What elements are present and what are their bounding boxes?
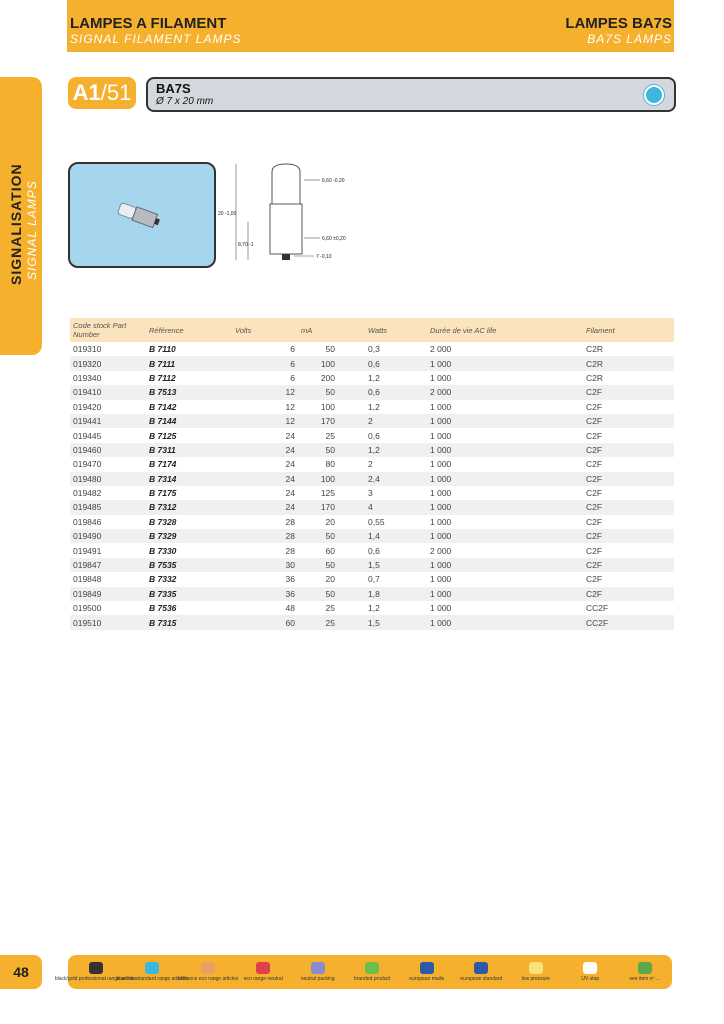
product-code-badge: [68, 77, 136, 109]
dim-base-width-label: 6,60 ±0,20: [322, 236, 346, 242]
cell-part-number: 019420: [73, 401, 102, 412]
cell-watts: 0,6: [368, 545, 380, 556]
cell-life: 1 000: [427, 558, 583, 572]
page-number: 48: [0, 955, 42, 989]
table-row: [70, 472, 674, 486]
table-row: [70, 500, 674, 514]
cell-filament: C2F: [586, 401, 603, 412]
table-row: [70, 443, 674, 457]
cell-filament: CC2F: [586, 603, 609, 614]
cell-filament: C2F: [586, 574, 603, 585]
neutral-packing-icon: [311, 962, 325, 974]
cell-reference: B 7513: [146, 385, 232, 399]
cell-part-number: 019849: [70, 587, 146, 601]
cell-ma: 20: [325, 516, 335, 527]
cell-reference: B 7328: [149, 516, 177, 527]
table-row: [70, 615, 674, 629]
header-right: [565, 16, 672, 46]
cell-volts: 36: [285, 574, 295, 585]
cell-filament: C2F: [583, 385, 674, 399]
cell-part-number: 019340: [73, 372, 102, 383]
cell-volts: 12: [232, 385, 298, 399]
cell-volts: 24: [232, 443, 298, 457]
cell-volts: 28: [285, 545, 295, 556]
cell-ma: 170: [298, 414, 338, 428]
col-header-reference: Référence: [146, 318, 232, 342]
cell-ma: 60: [325, 545, 335, 556]
legend-label: branded product: [354, 976, 391, 982]
cell-part-number: 019480: [70, 472, 146, 486]
cell-reference: B 7536: [149, 603, 177, 614]
eco-box-icon: [256, 962, 270, 974]
legend-label: eco range neutral: [243, 976, 283, 982]
cell-watts: 2: [368, 459, 373, 470]
cell-life: 1 000: [427, 500, 583, 514]
legend-item: [291, 962, 346, 982]
dim-height-label: 20 -1,00: [218, 211, 237, 217]
table-row: [70, 529, 674, 543]
table-row: [70, 400, 674, 414]
branded-product-icon: [365, 962, 379, 974]
product-code-sub: /51: [100, 80, 132, 105]
cell-filament: CC2F: [583, 615, 674, 629]
half-circle-icon: [89, 962, 103, 974]
cell-reference: B 7312: [146, 500, 232, 514]
col-header-part-number: Code stock Part Number: [70, 318, 146, 342]
cell-filament: C2R: [586, 344, 604, 355]
cell-filament: C2F: [586, 545, 603, 556]
cell-volts: 12: [232, 414, 298, 428]
cell-life: 1 000: [427, 356, 583, 370]
cell-watts: 1,2: [368, 603, 380, 614]
european-made-icon: [420, 962, 434, 974]
cell-part-number: 019510: [70, 615, 146, 629]
footer-legend: [54, 955, 672, 989]
lamp-photo-icon: [70, 164, 214, 266]
cell-ma: 200: [320, 372, 335, 383]
cell-volts: 24: [285, 488, 295, 499]
legend-item: [345, 962, 400, 982]
cell-watts: 1,5: [338, 615, 427, 629]
cell-filament: C2R: [583, 356, 674, 370]
cell-filament: C2F: [583, 558, 674, 572]
table-row: [70, 414, 674, 428]
legend-item: [618, 962, 673, 982]
cell-volts: 28: [232, 529, 298, 543]
cell-life: 1 000: [427, 587, 583, 601]
cell-filament: C2F: [583, 414, 674, 428]
cell-ma: 50: [298, 587, 338, 601]
cell-life: 1 000: [430, 430, 452, 441]
cell-ma: 50: [325, 344, 335, 355]
product-table: [70, 318, 674, 630]
cell-life: 1 000: [427, 615, 583, 629]
legend-label: black/gold professional range articles: [54, 976, 138, 982]
cell-life: 1 000: [427, 529, 583, 543]
header-category-subtitle: BA7S LAMPS: [587, 32, 672, 46]
table-row: [70, 342, 674, 356]
cell-reference: B 7142: [149, 401, 177, 412]
cell-volts: 6: [290, 344, 295, 355]
cell-reference: B 7112: [149, 372, 176, 383]
col-header-filament: Filament: [583, 318, 674, 342]
product-name: BA7S: [156, 81, 191, 96]
cell-life: 1 000: [430, 401, 452, 412]
legend-item: [509, 962, 564, 982]
cell-life: 1 000: [430, 603, 452, 614]
cell-reference: B 7175: [149, 488, 177, 499]
cell-ma: 100: [298, 356, 338, 370]
table-row: [70, 587, 674, 601]
legend-item: [236, 962, 291, 982]
cell-watts: 1,5: [338, 558, 427, 572]
cell-volts: 60: [232, 615, 298, 629]
cell-watts: 0,6: [338, 385, 427, 399]
cell-watts: 0,6: [368, 430, 380, 441]
cell-life: 1 000: [430, 372, 452, 383]
product-photo: [68, 162, 216, 268]
cell-part-number: 019485: [70, 500, 146, 514]
product-dimensions: Ø 7 x 20 mm: [156, 96, 214, 107]
cell-reference: B 7111: [146, 356, 232, 370]
cell-volts: 48: [285, 603, 295, 614]
side-tab-subtitle: SIGNAL LAMPS: [25, 180, 39, 280]
cell-part-number: 019470: [73, 459, 102, 470]
cell-ma: 25: [325, 430, 335, 441]
cell-part-number: 019445: [73, 430, 102, 441]
col-header-life: Durée de vie AC life: [427, 318, 583, 342]
cell-volts: 24: [285, 430, 295, 441]
table-row: [70, 486, 674, 500]
cell-ma: 50: [298, 558, 338, 572]
cell-life: 2 000: [430, 344, 452, 355]
cell-volts: 28: [285, 516, 295, 527]
cell-ma: 25: [325, 603, 335, 614]
blue-diamond-icon: [145, 962, 159, 974]
cell-filament: C2F: [583, 443, 674, 457]
table-row: [70, 371, 674, 385]
see-item-icon: [638, 962, 652, 974]
cell-volts: 24: [285, 459, 295, 470]
cell-watts: 1,2: [368, 401, 380, 412]
header-title: LAMPES A FILAMENT: [70, 15, 227, 32]
cell-watts: 0,6: [338, 356, 427, 370]
cell-ma: 170: [298, 500, 338, 514]
cell-reference: B 7311: [146, 443, 232, 457]
european-standard-icon: [474, 962, 488, 974]
table-row: [70, 385, 674, 399]
cell-volts: 6: [290, 372, 295, 383]
header-category-title: LAMPES BA7S: [565, 15, 672, 32]
cell-volts: 30: [232, 558, 298, 572]
cell-watts: 0,7: [368, 574, 380, 585]
cell-reference: B 7144: [146, 414, 232, 428]
cell-filament: C2F: [583, 529, 674, 543]
cell-reference: B 7110: [149, 344, 176, 355]
cell-life: 1 000: [427, 472, 583, 486]
legend-item: [400, 962, 455, 982]
cell-life: 2 000: [430, 545, 452, 556]
cell-watts: 0,55: [368, 516, 385, 527]
cell-life: 1 000: [427, 414, 583, 428]
legend-label: european made: [409, 976, 445, 982]
cell-ma: 25: [298, 615, 338, 629]
cell-ma: 50: [298, 443, 338, 457]
cell-ma: 50: [298, 529, 338, 543]
cell-watts: 1,8: [338, 587, 427, 601]
cell-life: 1 000: [427, 443, 583, 457]
cell-part-number: 019441: [70, 414, 146, 428]
cell-part-number: 019310: [73, 344, 102, 355]
table-row: [70, 572, 674, 586]
cell-filament: C2F: [586, 516, 603, 527]
table-header-row: [70, 318, 674, 342]
cell-filament: C2F: [586, 430, 603, 441]
legend-label: low pressure: [521, 976, 550, 982]
cell-watts: 2: [338, 414, 427, 428]
table-row: [70, 543, 674, 557]
cell-ma: 125: [320, 488, 335, 499]
cell-reference: B 7314: [146, 472, 232, 486]
cell-part-number: 019491: [73, 545, 102, 556]
cell-part-number: 019460: [70, 443, 146, 457]
cell-life: 1 000: [430, 488, 452, 499]
cell-reference: B 7329: [146, 529, 232, 543]
technical-drawing: [216, 160, 396, 270]
blue-diamond-icon: [644, 85, 664, 105]
cell-ma: 50: [298, 385, 338, 399]
eco-circle-icon: [201, 962, 215, 974]
cell-reference: B 7315: [146, 615, 232, 629]
legend-item: [563, 962, 618, 982]
cell-part-number: 019410: [70, 385, 146, 399]
cell-filament: C2F: [583, 472, 674, 486]
legend-label: european standard: [460, 976, 503, 982]
cell-volts: 24: [232, 472, 298, 486]
cell-filament: C2F: [583, 500, 674, 514]
cell-watts: 1,4: [338, 529, 427, 543]
cell-life: 1 000: [430, 574, 452, 585]
table-row: [70, 356, 674, 370]
cell-volts: 12: [285, 401, 295, 412]
cell-ma: 100: [298, 472, 338, 486]
cell-part-number: 019490: [70, 529, 146, 543]
cell-filament: C2F: [586, 488, 603, 499]
table-row: [70, 601, 674, 615]
cell-part-number: 019482: [73, 488, 102, 499]
col-header-ma: mA: [298, 318, 338, 342]
legend-label: brilliance eco range articles: [177, 976, 239, 982]
legend-label: see item nº ...: [629, 976, 660, 982]
table-row: [70, 515, 674, 529]
product-code-main: A1: [72, 80, 101, 105]
cell-volts: 6: [232, 356, 298, 370]
cell-ma: 100: [320, 401, 335, 412]
cell-watts: 3: [368, 488, 373, 499]
dim-top-label: 6,60 -0,20: [322, 178, 345, 184]
cell-part-number: 019500: [73, 603, 102, 614]
table-row: [70, 428, 674, 442]
legend-label: blue line standard range articles: [116, 976, 188, 982]
header-subtitle: SIGNAL FILAMENT LAMPS: [70, 32, 242, 46]
uv-stop-icon: [583, 962, 597, 974]
cell-life: 1 000: [430, 516, 452, 527]
cell-ma: 80: [325, 459, 335, 470]
cell-volts: 24: [232, 500, 298, 514]
legend-label: neutral packing: [300, 976, 335, 982]
header-left: [70, 16, 242, 46]
cell-part-number: 019320: [70, 356, 146, 370]
dim-base-height-label: 8,70 -1: [238, 242, 254, 248]
low-pressure-icon: [529, 962, 543, 974]
cell-watts: 4: [338, 500, 427, 514]
legend-label: UV stop: [581, 976, 600, 982]
cell-life: 1 000: [430, 459, 452, 470]
legend-item: [116, 962, 188, 982]
cell-volts: 36: [232, 587, 298, 601]
cell-reference: B 7335: [146, 587, 232, 601]
cell-part-number: 019846: [73, 516, 102, 527]
cell-watts: 1,2: [338, 443, 427, 457]
legend-item: [177, 962, 239, 982]
cell-watts: 0,3: [368, 344, 380, 355]
cell-life: 2 000: [427, 385, 583, 399]
cell-part-number: 019847: [70, 558, 146, 572]
cell-reference: B 7125: [149, 430, 177, 441]
product-title-bar: [146, 77, 676, 112]
cell-watts: 2,4: [338, 472, 427, 486]
cell-ma: 20: [325, 574, 335, 585]
legend-item: [454, 962, 509, 982]
cell-filament: C2F: [583, 587, 674, 601]
col-header-volts: Volts: [232, 318, 298, 342]
cell-reference: B 7535: [146, 558, 232, 572]
cell-part-number: 019848: [73, 574, 102, 585]
table-row: [70, 457, 674, 471]
col-header-watts: Watts: [338, 318, 427, 342]
cell-watts: 1,2: [368, 372, 380, 383]
table-row: [70, 558, 674, 572]
cell-reference: B 7332: [149, 574, 177, 585]
cell-filament: C2R: [586, 372, 604, 383]
dim-pin-label: 7 -0,10: [316, 254, 332, 260]
cell-reference: B 7330: [149, 545, 177, 556]
side-tab-title: SIGNALISATION: [8, 163, 24, 285]
cell-filament: C2F: [586, 459, 603, 470]
cell-reference: B 7174: [149, 459, 177, 470]
